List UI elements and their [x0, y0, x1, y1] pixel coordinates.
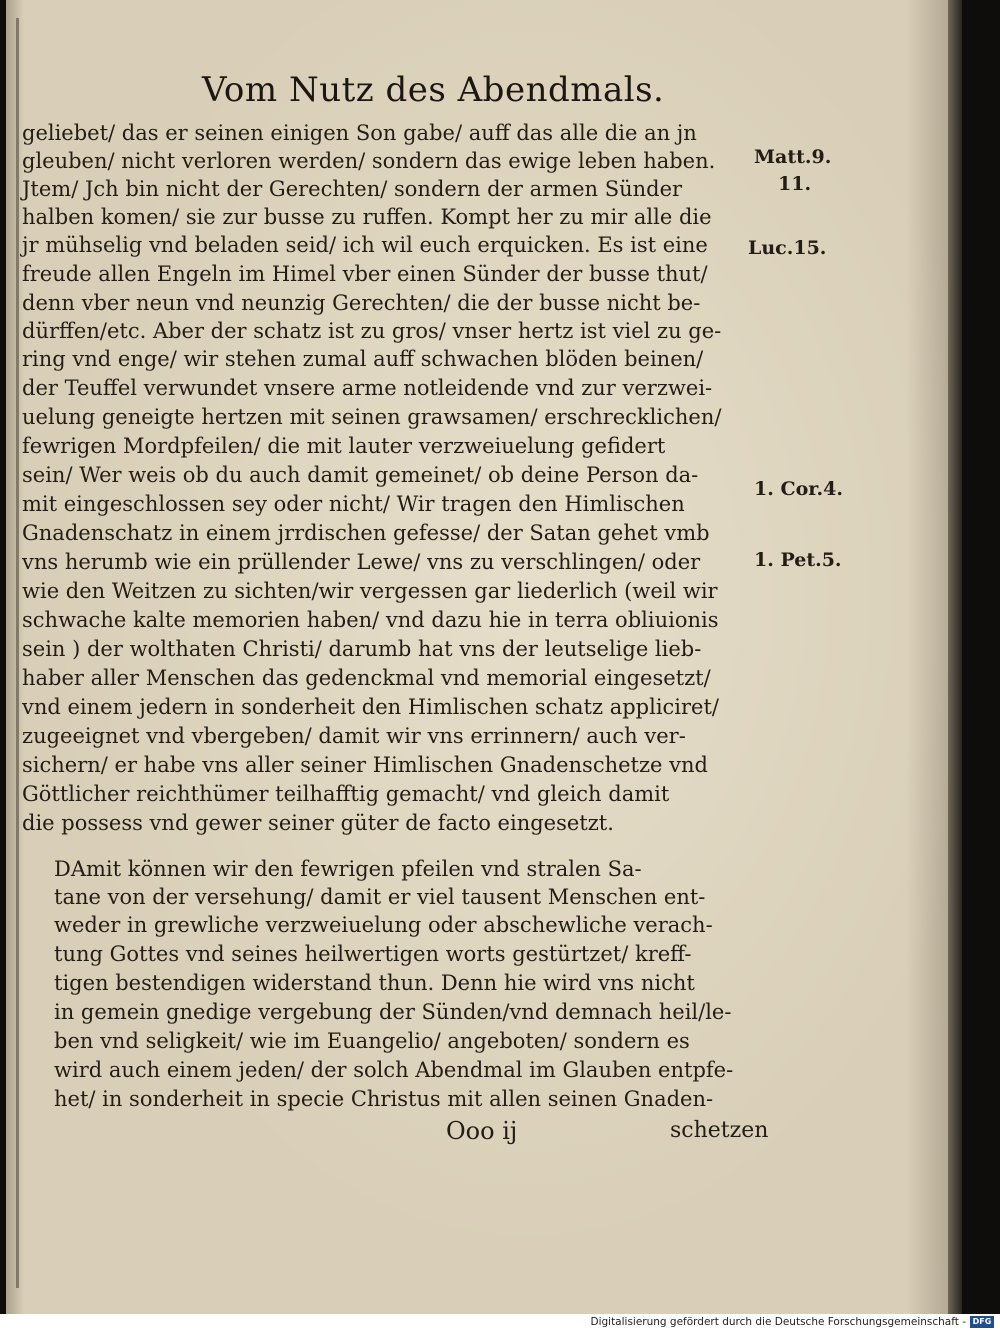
page-left-rule — [16, 18, 19, 1288]
text-line: zugeeignet vnd vbergeben/ damit wir vns errinnern/ auch ver- — [22, 724, 686, 748]
text-line: DAmit können wir den fewrigen pfeilen vnd stralen Sa- — [54, 857, 642, 881]
text-line: geliebet/ das er seinen einigen Son gabe/ auff das alle die an jn — [22, 121, 697, 145]
text-line: uelung geneigte hertzen mit seinen grawsamen/ erschrecklichen/ — [22, 405, 722, 429]
text-line: ring vnd enge/ wir stehen zumal auff schwachen blöden beinen/ — [22, 347, 704, 371]
text-line: schwache kalte memorien haben/ vnd dazu hie in terra obliuionis — [22, 608, 719, 632]
text-line: wird auch einem jeden/ der solch Abendmal im Glauben entpfe- — [54, 1058, 734, 1082]
text-line: sein ) der wolthaten Christi/ darumb hat vns der leutselige lieb- — [22, 637, 702, 661]
signature-mark: Ooo ij — [446, 1117, 518, 1145]
text-line: haber aller Menschen das gedenckmal vnd memorial eingesetzt/ — [22, 666, 711, 690]
text-line: Göttlicher reichthümer teilhafftig gemacht/ vnd gleich damit — [22, 782, 670, 806]
text-line: vnd einem jedern in sonderheit den Himlischen schatz appliciret/ — [22, 695, 719, 719]
text-line: der Teuffel verwundet vnsere arme notleidende vnd zur verzwei- — [22, 376, 713, 400]
text-line: fewrigen Mordpfeilen/ die mit lauter verzweiuelung gefidert — [22, 434, 666, 458]
marginal-note: 11. — [778, 173, 812, 195]
text-line: Jtem/ Jch bin nicht der Gerechten/ sondern der armen Sünder — [22, 177, 683, 201]
text-line: mit eingeschlossen sey oder nicht/ Wir tragen den Himlischen — [22, 492, 685, 516]
text-line: die possess vnd gewer seiner güter de facto eingesetzt. — [22, 811, 614, 835]
book-page — [6, 0, 956, 1314]
text-line: wie den Weitzen zu sichten/wir vergessen gar liederlich (weil wir — [22, 579, 718, 603]
text-line: jr mühselig vnd beladen seid/ ich wil euch erquicken. Es ist eine — [22, 233, 708, 257]
text-line: tigen bestendigen widerstand thun. Denn hie wird vns nicht — [54, 971, 695, 995]
text-line: tung Gottes vnd seines heilwertigen worts gestürtzet/ kreff- — [54, 942, 692, 966]
text-line: ben vnd seligkeit/ wie im Euangelio/ angeboten/ sondern es — [54, 1029, 690, 1053]
marginal-note: 1. Cor.4. — [754, 478, 843, 500]
text-line: Gnadenschatz in einem jrrdischen gefesse/ der Satan gehet vmb — [22, 521, 710, 545]
text-line: freude allen Engeln im Himel vber einen Sünder der busse thut/ — [22, 262, 708, 286]
marginal-note: Matt.9. — [754, 146, 832, 168]
text-line: vns herumb wie ein prüllender Lewe/ vns zu verschlingen/ oder — [22, 550, 701, 574]
text-line: in gemein gnedige vergebung der Sünden/vnd demnach heil/le- — [54, 1000, 732, 1024]
text-line: dürffen/etc. Aber der schatz ist zu gros/ vnser hertz ist viel zu ge- — [22, 319, 722, 343]
text-line: het/ in sonderheit in specie Christus mit allen seinen Gnaden- — [54, 1087, 714, 1111]
page-edge-shadow — [948, 0, 962, 1314]
digitization-credit: Digitalisierung gefördert durch die Deutsche Forschungsgemeinschaft - — [590, 1316, 966, 1328]
text-line: sichern/ er habe vns aller seiner Himlischen Gnadenschetze vnd — [22, 753, 708, 777]
text-line: tane von der versehung/ damit er viel tausent Menschen ent- — [54, 885, 706, 909]
text-line: denn vber neun vnd neunzig Gerechten/ die der busse nicht be- — [22, 291, 701, 315]
marginal-note: Luc.15. — [748, 237, 827, 259]
catchword: schetzen — [670, 1118, 769, 1143]
text-line: sein/ Wer weis ob du auch damit gemeinet/ ob deine Person da- — [22, 463, 699, 487]
dfg-logo: DFG — [970, 1316, 994, 1328]
running-head: Vom Nutz des Abendmals. — [202, 70, 665, 110]
marginal-note: 1. Pet.5. — [754, 549, 842, 571]
text-line: halben komen/ sie zur busse zu ruffen. Kompt her zu mir alle die — [22, 205, 712, 229]
text-line: weder in grewliche verzweiuelung oder abschewliche verach- — [54, 913, 713, 937]
text-line: gleuben/ nicht verloren werden/ sondern das ewige leben haben. — [22, 149, 716, 173]
